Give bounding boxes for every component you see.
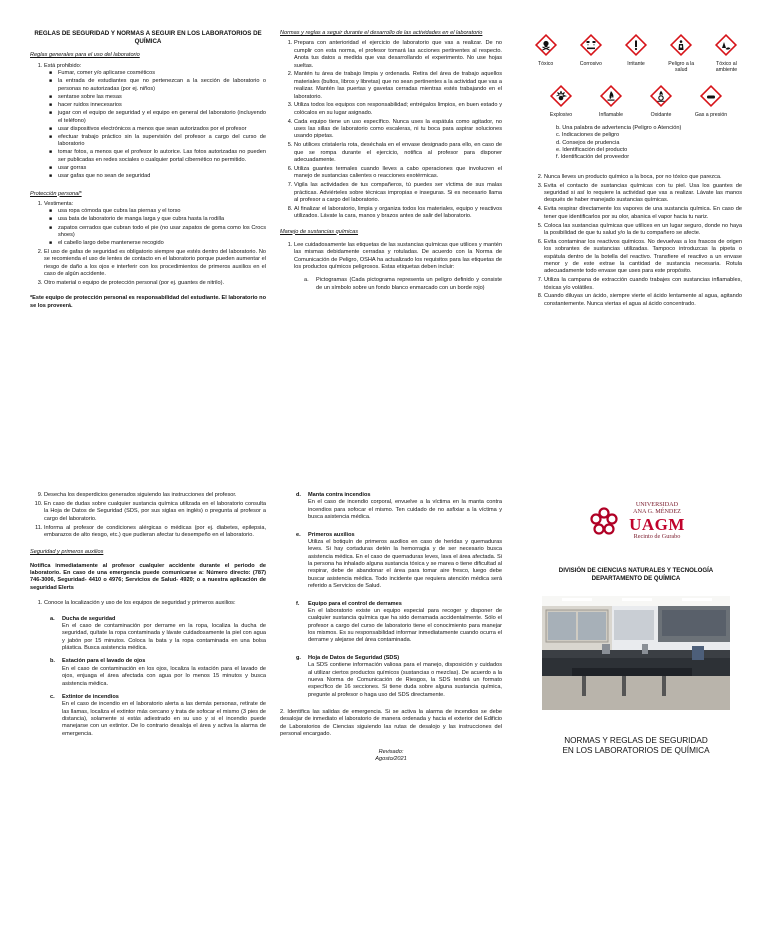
- ppe-note: *Este equipo de protección personal es responsabilidad del estudiante. El laboratorio no se los proveerá.: [30, 295, 266, 309]
- univ-acronym: UAGM: [629, 514, 685, 534]
- list-item: [44, 600, 266, 738]
- section-chemical-handling: Manejo de sustancias químicas: [280, 228, 359, 235]
- list-item: d. Consejos de prudencia: [556, 139, 620, 146]
- list-item: 10. En caso de dudas sobre cualquier sustancia química utilizada en el laboratorio consulta la Hoja de Datos de Seguridad (SDS, por sus siglas en inglés) o pregunta al profesor a cargo del laboratorio.: [44, 501, 266, 523]
- emergency-notice: Notifica inmediatamente al profesor cualquier accidente durante el periodo de laboratorio. En caso de una emergencia puede comunicarse a: Número directo: (787) 746-3006, Seguridad- 4410 o 4976; Servicios de Salud- 4920; o a nuestra aplicación de seguridad Elerts: [30, 562, 266, 591]
- list-item: 11. Informa al profesor de condiciones alérgicas o médicas (por ej. diabetes, epilepsia, embarazos de alto riesgo, etc.) que pudieran afectar tu desempeño en el laboratorio.: [44, 525, 266, 540]
- environment-icon: [714, 33, 738, 57]
- pictogram-label: Corrosivo: [579, 61, 602, 67]
- equipment-text: En el laboratorio existe un equipo especial para recoger y disponer de cualquier sustancia química que ha sido derramada accidentalmente. Sólo el profesor a cargo del curso de laboratorio tiene el conocimiento para manejar los mismos. Es su responsabilidad informar inmediatamente cuando ocurra el derrame y alejarse del área contaminada.: [308, 607, 502, 644]
- panel-cover: [530, 492, 742, 756]
- list-item: f. Identificación del proveedor: [556, 154, 630, 161]
- pictogram-oxidizer: [643, 84, 679, 119]
- item-letter: d.: [296, 492, 301, 498]
- list-item: [44, 63, 266, 181]
- equipment-fire-blanket: [296, 492, 502, 522]
- division-name: DIVISIÓN DE CIENCIAS NATURALES Y TECNOLOGÍA: [558, 567, 714, 575]
- list-item: 8. Cuando diluyas un ácido, siempre vierte el ácido lentamente al agua, agitando constantemente. Nunca viertas el agua al ácido concentrado.: [544, 293, 742, 308]
- equipment-text: En el caso de incendio en el laboratorio alerta a las demás personas, retírate de las llamas, localiza el extintor más cercano y trata de sofocar el mismo (3 pies de distancia), solamente si estás adiestrado en su uso y si el incendio puede manejarse con un extintor. De lo contrario desaloja el área y activa la alarma de emergencia.: [62, 701, 266, 737]
- list-item: 2. El uso de gafas de seguridad es obligatorio siempre que estés dentro del laboratorio. No se recomienda el uso de lentes de contacto en el laboratorio porque pueden aumentar el riesgo de daño a los ojos e interferir con los procedimientos de primeros auxilios en el caso de algún accidente.: [44, 249, 266, 279]
- panel-lab-norms: [280, 30, 502, 298]
- list-item: 7. Vigila las actividades de tus compañeros, tú puedes ser víctima de sus malas prácticas. Adviérteles sobre técnicas impropias e inseguras. Si es necesario llama al profesor a cargo del laboratorio.: [294, 182, 502, 204]
- flame-over-circle-icon: [649, 84, 673, 108]
- equipment-text: En el caso de incendio corporal, envuelve a la víctima en la manta contra incendios para sofocar el mismo. Ten cuidado de no asfixiar a la víctima y busca asistencia médica.: [308, 499, 502, 521]
- equipment-title: Equipo para el control de derrames: [308, 600, 402, 607]
- list-item: ■ tomar fotos, a menos que el profesor lo autorice. Las fotos autorizadas no pueden ser publicadas en redes sociales o cualquier portal cibernético no permitido.: [58, 149, 266, 164]
- pictogram-label: Peligro a la salud: [668, 61, 695, 73]
- list-item: ■ la entrada de estudiantes que no pertenezcan a la sección de laboratorio o personas no autorizadas (por ej. niños): [58, 78, 266, 93]
- item-letter: c.: [50, 693, 55, 700]
- list-item: ■ Fumar, comer y/o aplicarse cosméticos: [58, 70, 266, 77]
- list-item: 2. Mantén tu área de trabajo limpia y ordenada. Retira del área de trabajo aquellos materiales (bultos, libros y libretas) que no sean pertinentes a la actividad que vas a realizar. Mantén las puertas y gavetas cerradas mientras estés trabajando en el laboratorio.: [294, 71, 502, 101]
- list-item: ■ sentarse sobre las mesas: [58, 94, 266, 101]
- clothing-list: [44, 208, 266, 247]
- gas-cylinder-icon: [699, 84, 723, 108]
- list-item: 2. Nunca lleves un producto químico a la boca, por no tóxico que parezca.: [544, 174, 742, 181]
- equipment-sds: [296, 654, 502, 699]
- panel-safety-first-aid: [30, 492, 266, 744]
- pictogram-corrosive: [575, 33, 606, 74]
- equipment-safety-shower: [50, 615, 266, 653]
- section-norms: Normas y reglas a seguir durante el desarrollo de las actividades en el laboratorio: [280, 30, 483, 36]
- continued-rules-list: [30, 492, 266, 539]
- equipment-title: Manta contra incendios: [308, 492, 371, 498]
- health-hazard-icon: [669, 33, 693, 57]
- list-item: 4. Cada equipo tiene un uso específico. Nunca uses la espátula como agitador, no uses las sillas de laboratorio como escaleras, ni tu boca para aspirar soluciones usando pipetas.: [294, 119, 502, 141]
- prohibited-label: Está prohibido:: [44, 62, 82, 69]
- chem-rules-list: [530, 174, 742, 308]
- list-item: ■ usa bata de laboratorio de manga larga y que cubra hasta la rodilla: [58, 216, 266, 223]
- list-item: ■ jugar con el equipo de seguridad y el equipo en general del laboratorio (incluyendo el teléfono): [58, 110, 266, 125]
- pictogram-label: Gas a presión: [694, 111, 728, 118]
- panel-general-rules: [30, 30, 266, 313]
- univ-line1: UNIVERSIDAD: [635, 501, 679, 508]
- section-personal-protection: Protección personal*: [30, 190, 82, 197]
- pictogram-label: Tóxico: [537, 61, 554, 67]
- list-item: ■ usar gafas que no sean de seguridad: [58, 173, 266, 180]
- flame-icon: [599, 84, 623, 108]
- list-item: 9. Desecha los desperdicios generados siguiendo las instrucciones del profesor.: [44, 492, 266, 499]
- item-letter: e.: [296, 531, 301, 538]
- list-item: e. Identificación del producto: [556, 147, 628, 154]
- equipment-title: Primeros auxilios: [308, 531, 355, 538]
- revised-date: Agosto/2021: [375, 755, 407, 762]
- list-item: 7. Utiliza la campana de extracción cuando trabajes con sustancias inflamables, tóxicas y/o volátiles.: [544, 277, 742, 292]
- item-letter: g.: [296, 654, 301, 661]
- list-item: c. Indicaciones de peligro: [556, 132, 620, 139]
- list-item: b. Una palabra de advertencia (Peligro o Atención): [556, 124, 682, 131]
- list-item: 8. Al finalizar el laboratorio, limpia y organiza todos los materiales, equipo y reactivos utilizados. Lávate la cara, manos y brazos antes de salir del laboratorio.: [294, 206, 502, 221]
- list-item: 3. Evita el contacto de sustancias químicas con tu piel. Usa los guantes de seguridad si así lo requiere la actividad que vas a realizar. Lávate las manos después de haber manejado sustancias químicas.: [544, 183, 742, 205]
- section-general-rules: Reglas generales para el uso del laboratorio: [30, 52, 140, 59]
- list-item: ■ hacer ruidos innecesarios: [58, 102, 266, 109]
- equipment-title: Ducha de seguridad: [62, 615, 116, 622]
- list-item: ■ efectuar trabajo práctico sin la supervisión del profesor a cargo del curso de laboratorio: [58, 134, 266, 149]
- equipment-title: Extintor de incendios: [62, 693, 119, 700]
- pictogram-environment: [711, 33, 742, 74]
- section-safety: Seguridad y primeros auxilios: [30, 549, 104, 556]
- list-item: a. Pictogramas (Cada pictograma representa un peligro definido y consiste de un símbolo sobre un fondo blanco enmarcado con un borde rojo): [304, 277, 502, 291]
- pictogram-flammable: [593, 84, 629, 119]
- list-item: 3. Otro material o equipo de protección personal (por ej. guantes de nitrilo).: [44, 280, 266, 287]
- exclamation-icon: [624, 33, 648, 57]
- list-item: [44, 201, 266, 248]
- equipment-text: En el caso de contaminación por derrame en la ropa, localiza la ducha de seguridad, quítate la ropa contaminada y lávate cuidadosamente la piel con agua y jabón por 15 minutos. Coloca la bata y la ropa contaminada en una bolsa plástica. Busca asistencia médica.: [62, 622, 266, 651]
- equipment-eyewash: [50, 658, 266, 688]
- list-item: 5. No utilices cristalería rota, deséchala en el envase designado para ello, en caso de que se rompa durante el ejercicio, notifica al profesor para disponer adecuadamente.: [294, 142, 502, 164]
- equipment-extinguisher: [50, 693, 266, 738]
- list-item: 3. Utiliza todos los equipos con responsabilidad; entrégalos limpios, en buen estado y colócalos en su lugar asignado.: [294, 102, 502, 117]
- norms-list: [280, 40, 502, 220]
- emergency-exits-text: 2. Identifica las salidas de emergencia. Si se activa la alarma de incendios se debe desalojar de inmediato el laboratorio de manera ordenada y hacia el exterior del Edificio de Laboratorios de Ciencias siguiendo las rutas de desalojo y las instrucciones del personal encargado.: [280, 709, 502, 738]
- list-item: ■ el cabello largo debe mantenerse recogido: [58, 240, 266, 247]
- equipment-text: La SDS contiene información valiosa para el manejo, disposición y cuidados al utilizar ciertos productos químicos (sustancias o mezclas). De acuerdo a la nueva Norma de Comunicación de Riesgos, la SDS tendrá un formato específico de 16 secciones. Si tiene duda sobre alguna sustancia química, pregunte al profesor o haga uso del SDS directamente.: [308, 662, 502, 698]
- equipment-list-continued: [280, 492, 502, 699]
- list-item: ■ usar gorras: [58, 165, 266, 172]
- university-logo: [530, 502, 742, 541]
- corrosion-icon: [579, 33, 603, 57]
- item-letter: a.: [50, 615, 55, 622]
- pictogram-health-hazard: [666, 33, 697, 74]
- pictogram-toxic: [530, 33, 561, 74]
- item-letter: f.: [296, 600, 300, 607]
- campus-name: Recinto de Gurabo: [633, 533, 681, 541]
- equipment-text: En el caso de contaminación en los ojos, localiza la estación para el lavado de ojos, enjuaga el área afectada con agua por lo menos 15 minutos y busca asistencia médica.: [62, 665, 266, 687]
- list-item: 6. Evita contaminar los reactivos químicos. No devuelvas a los frascos de origen los sobrantes de sustancias utilizadas. Tampoco introduzcas la pipeta o espátula dentro de la botella del reactivo. Transfiere el reactivo a un envase menor y de este extrae la cantidad de sustancia necesaria. Rotula adecuadamente todo envase que uses para este propósito.: [544, 239, 742, 276]
- pictogram-explosive: [543, 84, 579, 119]
- skull-icon: [534, 33, 558, 57]
- equipment-title: Hoja de Datos de Seguridad (SDS): [308, 654, 400, 661]
- item-letter: b.: [50, 658, 55, 665]
- revised-label: Revisado:: [378, 748, 404, 755]
- list-item: ■ usar dispositivos electrónicos a menos que sean autorizados por el profesor: [58, 126, 266, 133]
- pictogram-row-1: [530, 33, 742, 74]
- brochure-title-line2: EN LOS LABORATORIOS DE QUÍMICA: [562, 745, 710, 755]
- safety-equipment-list: [30, 600, 266, 738]
- know-equipment-text: Conoce la localización y uso de los equipos de seguridad y primeros auxilios:: [44, 600, 236, 607]
- equipment-spill-control: [296, 600, 502, 645]
- list-item: 4. Evita respirar directamente los vapores de una sustancia química. En caso de tener que identificarlos por su olor, abanica el vapor hacia tu nariz.: [544, 206, 742, 221]
- list-item: ■ usa ropa cómoda que cubra las piernas y el torso: [58, 208, 266, 215]
- department-name: DEPARTAMENTO DE QUÍMICA: [591, 575, 681, 583]
- equipment-first-aid: [296, 531, 502, 591]
- pictogram-label: Explosivo: [549, 111, 573, 118]
- prohibited-list: [44, 70, 266, 180]
- pictogram-row-2: [530, 84, 742, 119]
- pictogram-label: Inflamable: [599, 111, 623, 118]
- label-requirements-text: Lee cuidadosamente las etiquetas de las sustancias químicas que utilices y mantén las mismas debidamente cerradas y rotuladas. De acuerdo con la Norma de Comunicación de Peligro, OSHA ha actualizado los requisitos para las etiquetas de los productos químicos peligrosos. Estas etiquetas deben incluir:: [294, 241, 502, 270]
- list-item: [294, 242, 502, 292]
- pictogram-label: Oxidante: [650, 111, 672, 118]
- university-name: [629, 502, 685, 541]
- division-heading: [530, 567, 742, 583]
- uagm-emblem-icon: [587, 505, 621, 539]
- pictogram-label: Tóxico al ambiente: [715, 61, 738, 73]
- list-item: 6. Utiliza guantes termales cuando lleves a cabo operaciones que involucren el manejo de sustancias calientes o reacciones exotérmicas.: [294, 166, 502, 181]
- list-item: 5. Coloca las sustancias químicas que utilices en un lugar seguro, donde no haya la posibilidad de que tu salud y/o la de tu compañero se afecte.: [544, 223, 742, 238]
- list-item: ■ zapatos cerrados que cubran todo el pie (no usar zapatos de goma como los Crocs shoes): [58, 225, 266, 240]
- pictogram-irritant: [620, 33, 651, 74]
- brochure-heading: REGLAS DE SEGURIDAD Y NORMAS A SEGUIR EN LOS LABORATORIOS DE QUÍMICA: [34, 30, 262, 46]
- chem-list: [280, 242, 502, 292]
- equipment-title: Estación para el lavado de ojos: [62, 658, 146, 665]
- pictograms-text: Pictogramas (Cada pictograma representa un peligro definido y consiste de un símbolo sobre un fondo blanco enmarcado con un borde rojo): [316, 277, 502, 291]
- laboratory-photo: [542, 596, 730, 710]
- brochure-title-line1: NORMAS Y REGLAS DE SEGURIDAD: [564, 735, 708, 745]
- univ-line2: ANA G. MÉNDEZ: [633, 507, 681, 515]
- list-item: 1. Prepara con anterioridad el ejercicio de laboratorio que vas a realizar. De no cumplir con esta norma, el profesor tomará las acciones pertinentes al respecto. Anota tus datos a medida que vas desarrollando el experimento. No use hojas sueltas.: [294, 40, 502, 70]
- pictogram-gas-pressure: [693, 84, 729, 119]
- panel-pictograms: [530, 30, 742, 310]
- equipment-text: Utiliza el botiquín de primeros auxilios en caso de heridas y quemaduras leves. Si hay cortaduras detén la hemorragia y de ser necesario busca asistencia médica. En el caso de quemaduras leves, lava el área afectada. Si la persona ha inhalado alguna sustancia tóxica y se marea o tiene dificultad al respirar, debe de abandonar el área para tomar aire fresco, luego debe buscar asistencia médica. Todo incidente que requiera atención médica será referido a Servicios de Salud.: [308, 538, 502, 590]
- pictogram-label: Irritante: [627, 61, 645, 67]
- brochure-title: [530, 736, 742, 757]
- label-parts-list: [530, 125, 742, 162]
- clothing-label: Vestimenta:: [44, 200, 74, 207]
- panel-emergency-equipment: [280, 492, 502, 763]
- explosion-icon: [549, 84, 573, 108]
- laboratory-image: [542, 596, 730, 710]
